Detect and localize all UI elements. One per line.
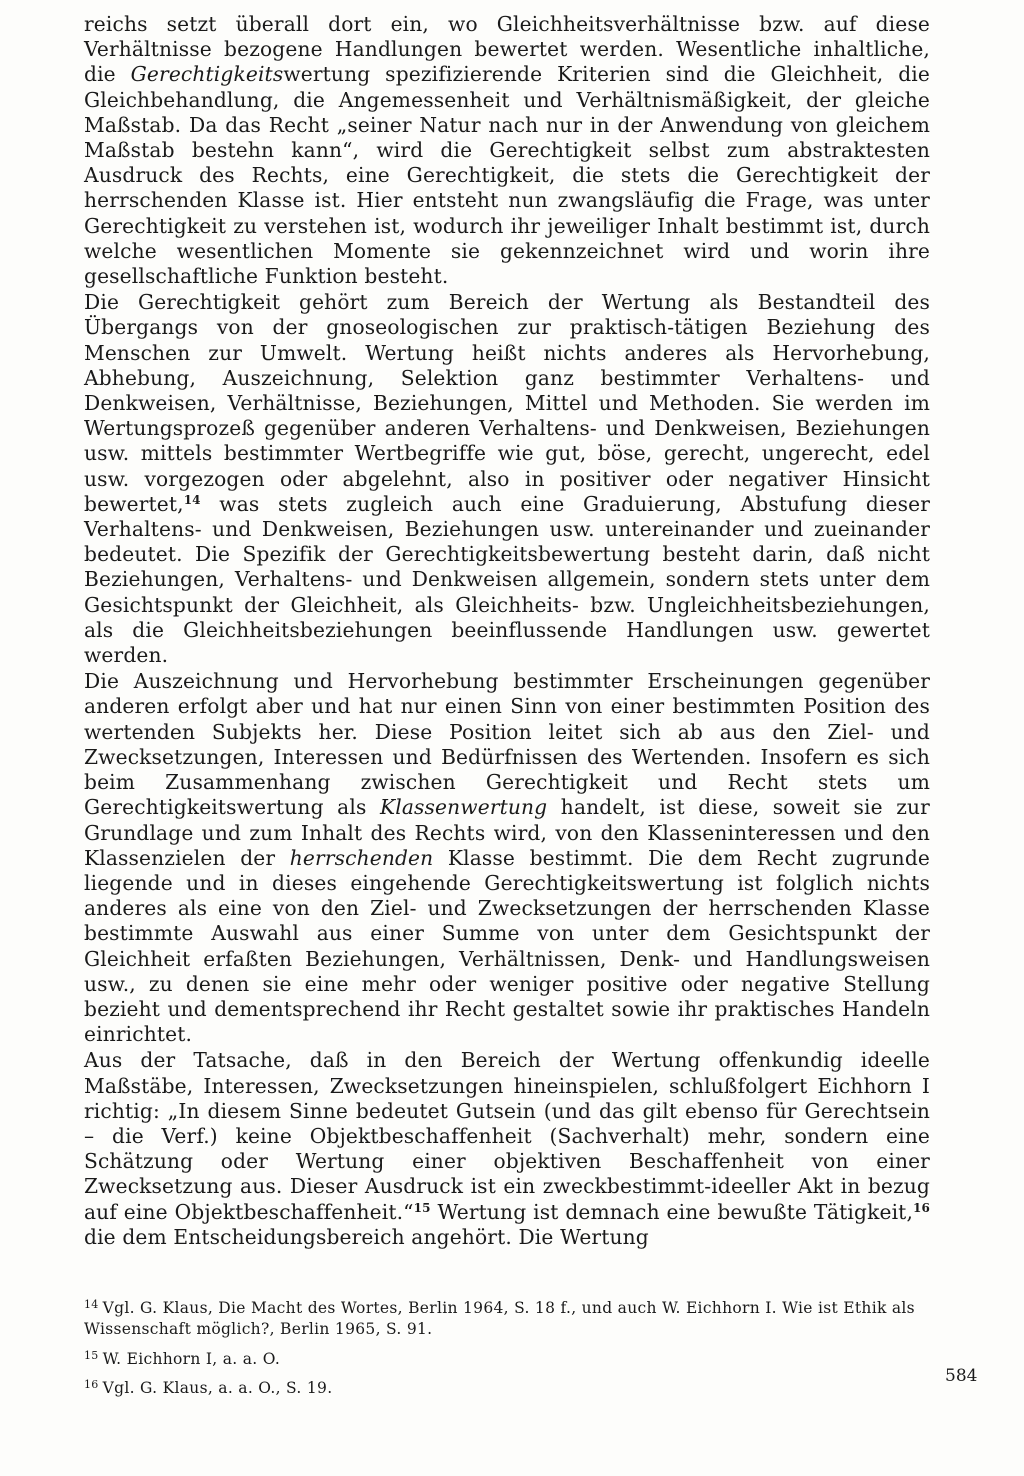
emphasis: herrschenden	[289, 845, 434, 870]
footnote-ref: 15	[413, 1200, 431, 1215]
footnote-ref: 14	[183, 492, 201, 507]
text-run: Klasse bestimmt. Die dem Recht zugrunde liegende und in dieses eingehende Gerechtigkeitswertung ist folglich nichts anderes als eine von den Ziel- und Zwecksetzungen der herrschenden Klasse bestimmte Auswahl aus einer Summe von unter dem Gesichtspunkt der Gleichheit erfaßten Beziehungen, Verhältnissen, Denk- und Handlungsweisen usw., zu denen sie eine mehr oder weniger positive oder negative Stellung bezieht und dementsprechend ihr Recht gestaltet sowie ihr praktisches Handeln einrichtet.	[84, 845, 930, 1047]
paragraph	[84, 12, 930, 289]
footnotes	[84, 1294, 930, 1400]
footnote-number: 14	[84, 1297, 99, 1311]
footnote	[84, 1294, 930, 1341]
emphasis: Klassenwertung	[380, 795, 548, 820]
paragraph	[84, 290, 930, 668]
footnote	[84, 1345, 930, 1371]
footnote-text: W. Eichhorn I, a. a. O.	[102, 1349, 281, 1368]
main-text	[84, 12, 930, 1250]
footnote-number: 16	[84, 1378, 99, 1392]
footnote-text: Vgl. G. Klaus, Die Macht des Wortes, Berlin 1964, S. 18 f., und auch W. Eichhorn I. Wie ist Ethik als Wissenschaft möglich?, Berlin 1965, S. 91.	[84, 1298, 915, 1339]
text-run: handelt, ist diese, soweit sie zur Grundlage und zum Inhalt des Rechts wird, von den Klasseninteressen und den Klassenzielen der	[84, 795, 930, 870]
footnote	[84, 1374, 930, 1400]
text-run: was stets zugleich auch eine Graduierung, Abstufung dieser Verhaltens- und Denkweisen, Beziehungen usw. untereinander und zueinander bedeutet. Die Spezifik der Gerechtigkeitsbewertung besteht darin, daß nicht Beziehungen, Verhaltens- und Denkweisen allgemein, sondern stets unter dem Gesichtspunkt der Gleichheit, als Gleichheits- bzw. Ungleichheitsbeziehungen, als die Gleichheitsbeziehungen beeinflussende Handlungen usw. gewertet werden.	[84, 491, 930, 668]
paragraph	[84, 669, 930, 1047]
footnote-text: Vgl. G. Klaus, a. a. O., S. 19.	[102, 1379, 333, 1398]
text-run: Die Auszeichnung und Hervorhebung bestimmter Erscheinungen gegenüber anderen erfolgt aber und hat nur einen Sinn von einer bestimmten Position des wertenden Subjekts her. Diese Position leitet sich ab aus den Ziel- und Zwecksetzungen, Interessen und Bedürfnissen des Wertenden. Insofern es sich beim Zusammenhang zwischen Gerechtigkeit und Recht stets um Gerechtigkeitswertung als	[84, 669, 930, 820]
text-run: Aus der Tatsache, daß in den Bereich der Wertung offenkundig ideelle Maßstäbe, Interessen, Zwecksetzungen hineinspielen, schlußfolgert Eichhorn I richtig: „In diesem Sinne bedeutet Gutsein (und das gilt ebenso für Gerechtsein – die Verf.) keine Objektbeschaffenheit (Sachverhalt) mehr, sondern eine Schätzung oder Wertung einer objektiven Beschaffenheit von einer Zwecksetzung aus. Dieser Ausdruck ist ein zweckbestimmt-ideeller Akt in bezug auf eine Objektbeschaffenheit.“	[84, 1048, 930, 1224]
emphasis: Gerechtigkeits	[130, 62, 284, 87]
document-page	[84, 12, 930, 1404]
text-run: reichs setzt überall dort ein, wo Gleichheitsverhältnisse bzw. auf diese Verhältnisse bezogene Handlungen bewertet werden. Wesentliche inhaltliche, die	[84, 12, 930, 87]
footnote-ref: 16	[913, 1200, 931, 1215]
text-run: Die Gerechtigkeit gehört zum Bereich der Wertung als Bestandteil des Übergangs von der gnoseologischen zur praktisch-tätigen Beziehung des Menschen zur Umwelt. Wertung heißt nichts anderes als Hervorhebung, Abhebung, Auszeichnung, Selektion ganz bestimmter Verhaltens- und Denkweisen, Verhältnisse, Beziehungen, Mittel und Methoden. Sie werden im Wertungsprozeß gegenüber anderen Verhaltens- und Denkweisen, Beziehungen usw. mittels bestimmter Wertbegriffe wie gut, böse, gerecht, ungerecht, edel usw. vorgezogen oder abgelehnt, also in positiver oder negativer Hinsicht bewertet,	[84, 290, 930, 516]
text-run: wertung spezifizierende Kriterien sind die Gleichheit, die Gleichbehandlung, die Angemessenheit und Verhältnismäßigkeit, der gleiche Maßstab. Da das Recht „seiner Natur nach nur in der Anwendung von gleichem Maßstab bestehn kann“, wird die Gerechtigkeit selbst zum abstraktesten Ausdruck des Rechts, eine Gerechtigkeit, die stets die Gerechtigkeit der herrschenden Klasse ist. Hier entsteht nun zwangsläufig die Frage, was unter Gerechtigkeit zu verstehen ist, wodurch ihr jeweiliger Inhalt bestimmt ist, durch welche wesentlichen Momente sie gekennzeichnet wird und worin ihre gesellschaftliche Funktion besteht.	[84, 62, 930, 289]
text-run: Wertung ist demnach eine bewußte Tätigkeit,	[430, 1199, 914, 1224]
footnote-number: 15	[84, 1348, 99, 1362]
paragraph	[84, 1048, 930, 1250]
text-run: die dem Entscheidungsbereich angehört. Die Wertung	[84, 1224, 649, 1249]
page-number: 584	[945, 1366, 978, 1386]
